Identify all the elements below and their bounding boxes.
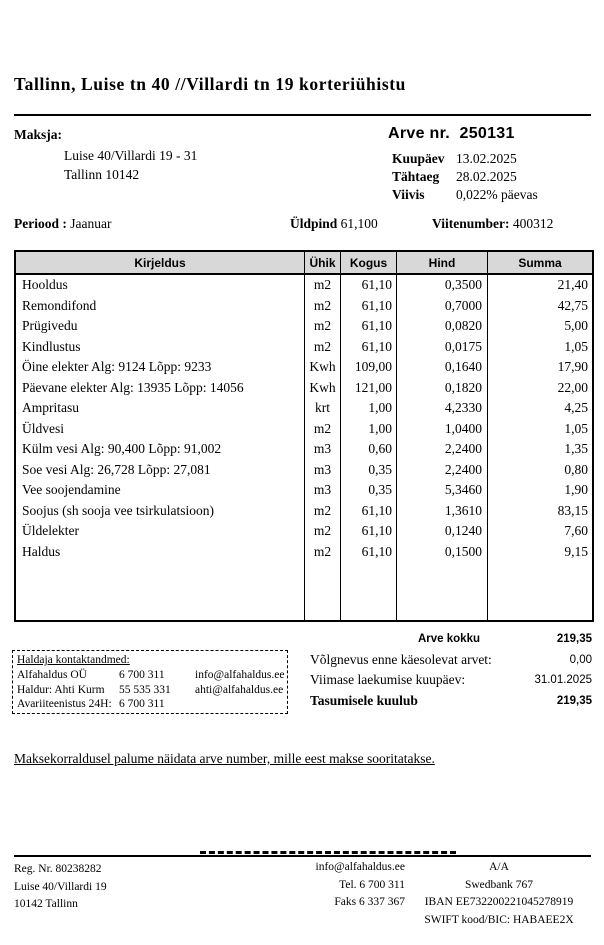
footer-bank-line: Swedbank 767 [464, 878, 534, 891]
invoice-number: 250131 [459, 125, 515, 142]
table-cell: m3 [313, 441, 332, 456]
table-body [16, 275, 592, 620]
invoice-meta-label: Kuupäev [392, 151, 445, 166]
invoice-number-heading [388, 125, 515, 143]
table-cell: 1,3610 [444, 502, 482, 518]
table-cell: m2 [313, 523, 332, 538]
footer-bank-line: IBAN EE732200221045278919 [424, 896, 574, 908]
contact-box-title: Haldaja kontaktandmed: [17, 654, 130, 666]
table-cell: m2 [313, 297, 332, 313]
table-cell: 22,00 [557, 379, 588, 395]
table-cell: 0,7000 [444, 297, 482, 313]
contact-phone: 6 700 311 [119, 698, 165, 710]
table-cell: m3 [313, 461, 332, 477]
contact-row [17, 697, 283, 712]
totals-section [310, 629, 592, 711]
table-cell: 61,10 [361, 502, 392, 518]
table-cell: Vee soojendamine [22, 482, 121, 497]
table-cell: Päevane elekter Alg: 13935 Lõpp: 14056 [22, 379, 244, 395]
table-cell: Prügivedu [22, 318, 78, 333]
table-cell: 0,80 [564, 461, 588, 477]
table-cell: Öine elekter Alg: 9124 Lõpp: 9233 [22, 359, 212, 374]
table-column-uhik [305, 275, 341, 620]
page-title: Tallinn, Luise tn 40 //Villardi tn 19 korteriühistu [14, 74, 407, 94]
table-cell: 0,35 [368, 461, 392, 477]
table-cell: 4,2330 [444, 400, 482, 415]
table-column-hind [397, 275, 488, 620]
contact-email: ahti@alfahaldus.ee [195, 683, 284, 696]
table-cell: Kindlustus [22, 338, 81, 354]
total-value-viimane-laekumine: 31.01.2025 [534, 674, 592, 686]
total-row-tasumisele-kuulub [310, 691, 592, 712]
table-cell: 61,10 [361, 338, 392, 354]
footer-bank-line: SWIFT kood/BIC: HABAEE2X [424, 913, 574, 926]
table-cell: 0,3500 [444, 277, 482, 292]
table-cell: 0,60 [368, 441, 392, 456]
table-cell: 0,1820 [444, 379, 482, 395]
table-cell: m2 [313, 420, 332, 436]
table-column-kirjeldus [16, 275, 305, 620]
table-cell: 121,00 [354, 379, 392, 395]
table-cell: 1,35 [564, 441, 588, 456]
table-cell: 5,3460 [444, 482, 482, 497]
contact-name: Haldur: Ahti Kurm [17, 683, 105, 696]
invoice-meta-fields [392, 150, 538, 204]
table-cell: 0,35 [368, 482, 392, 497]
table-cell: 9,15 [564, 543, 588, 559]
total-row-volgnevus [310, 650, 592, 671]
table-cell: Soe vesi Alg: 26,728 Lõpp: 27,081 [22, 461, 211, 477]
manager-contact-box [12, 650, 288, 714]
table-column-kogus [341, 275, 397, 620]
area-field [290, 216, 378, 232]
payer-label: Maksja: [14, 127, 62, 142]
table-cell: Külm vesi Alg: 90,400 Lõpp: 91,002 [22, 441, 222, 456]
period-value: Jaanuar [70, 216, 112, 231]
table-cell: 0,0820 [444, 318, 482, 333]
footer-cut-line [200, 851, 456, 854]
total-label-tasumisele-kuulub: Tasumisele kuulub [310, 692, 418, 708]
table-cell: 61,10 [361, 277, 392, 292]
table-cell: m2 [313, 338, 332, 354]
table-cell: 2,2400 [444, 441, 482, 456]
invoice-meta-label: Tähtaeg [392, 169, 440, 184]
payment-note: Maksekorraldusel palume näidata arve number, mille eest makse sooritatakse. [14, 751, 435, 766]
table-cell: 83,15 [557, 502, 588, 518]
table-cell: 1,0400 [444, 420, 482, 436]
invoice-meta-row [392, 168, 538, 186]
reference-value: 400312 [512, 216, 554, 231]
contact-phone: 6 700 311 [119, 669, 165, 681]
footer-company-info [14, 861, 107, 914]
table-cell: Remondifond [22, 297, 97, 313]
area-value: 61,100 [340, 216, 378, 231]
table-cell: 0,1640 [444, 359, 482, 374]
contact-name: Avariiteenistus 24H: [17, 698, 112, 710]
contact-row [17, 683, 283, 698]
contact-phone: 55 535 331 [119, 683, 171, 696]
area-label: Üldpind [290, 216, 338, 231]
invoice-meta-value: 28.02.2025 [456, 169, 517, 184]
table-cell: Haldus [22, 543, 61, 559]
table-cell: krt [315, 400, 330, 415]
total-row-viimane-laekumine [310, 670, 592, 691]
total-value-tasumisele-kuulub: 219,35 [556, 694, 592, 707]
table-cell: Hooldus [22, 277, 68, 292]
table-cell: 0,0175 [444, 338, 482, 354]
payer-address-line: Tallinn 10142 [64, 167, 140, 182]
total-row-arve-kokku [310, 629, 592, 650]
footer-contact-info [250, 859, 405, 912]
table-cell: 0,1240 [444, 523, 482, 538]
reference-field [432, 216, 553, 232]
total-label-viimane-laekumine: Viimase laekumise kuupäev: [310, 672, 466, 687]
table-cell: 1,05 [564, 420, 588, 436]
table-cell: Soojus (sh sooja vee tsirkulatsioon) [22, 502, 214, 518]
footer-bank-info [408, 859, 590, 929]
contact-name: Alfahaldus OÜ [17, 669, 87, 681]
invoice-meta-value: 0,022% päevas [456, 187, 538, 202]
invoice-meta-value: 13.02.2025 [456, 151, 517, 166]
period-field [14, 216, 111, 232]
table-cell: 5,00 [564, 318, 588, 333]
footer-contact-line: info@alfahaldus.ee [315, 861, 405, 873]
footer-divider [14, 855, 591, 857]
invoice-number-label: Arve nr. [388, 125, 450, 142]
table-cell: 1,90 [564, 482, 588, 497]
total-value-arve-kokku: 219,35 [556, 633, 592, 645]
table-cell: Üldelekter [22, 523, 79, 538]
period-row [0, 216, 604, 234]
table-cell: 1,00 [368, 420, 392, 436]
table-cell: Ampritasu [22, 400, 79, 415]
table-cell: m2 [313, 502, 332, 518]
footer-bank-line: A/A [489, 861, 509, 873]
contact-row [17, 668, 283, 683]
column-header-ühik: Ühik [305, 252, 341, 273]
table-cell: 2,2400 [444, 461, 482, 477]
column-header-kirjeldus: Kirjeldus [16, 252, 305, 273]
table-cell: 21,40 [557, 277, 588, 292]
table-cell: 61,10 [361, 318, 392, 333]
table-cell: 1,05 [564, 338, 588, 354]
table-header-row [16, 252, 592, 275]
table-cell: 61,10 [361, 297, 392, 313]
table-cell: m2 [313, 543, 332, 559]
payer-address [64, 146, 197, 184]
invoice-meta-row [392, 186, 538, 204]
period-label: Periood : [14, 216, 67, 231]
table-cell: Kwh [309, 359, 336, 374]
table-cell: 61,10 [361, 543, 392, 559]
total-value-volgnevus: 0,00 [569, 653, 592, 666]
footer-contact-line: Tel. 6 700 311 [339, 878, 405, 891]
contact-email: info@alfahaldus.ee [195, 669, 285, 681]
contact-email [195, 697, 283, 712]
invoice-meta-label: Viivis [392, 187, 425, 202]
total-label-arve-kokku: Arve kokku [417, 633, 480, 645]
title-divider [14, 114, 591, 116]
table-cell: Kwh [309, 379, 336, 395]
table-cell: m2 [313, 277, 332, 292]
table-cell: 1,00 [368, 400, 392, 415]
invoice-meta-row [392, 150, 538, 168]
column-header-hind: Hind [397, 252, 488, 273]
table-cell: 42,75 [557, 297, 588, 313]
table-cell: 109,00 [354, 359, 392, 374]
table-cell: m2 [313, 318, 332, 333]
table-cell: Üldvesi [22, 420, 64, 436]
table-cell: 4,25 [564, 400, 588, 415]
table-cell: 61,10 [361, 523, 392, 538]
footer-company-line: 10142 Tallinn [14, 898, 78, 910]
total-label-volgnevus: Võlgnevus enne käesolevat arvet: [310, 651, 492, 667]
table-column-summa [488, 275, 592, 620]
payer-address-line: Luise 40/Villardi 19 - 31 [64, 148, 198, 163]
footer-contact-line: Faks 6 337 367 [334, 896, 405, 908]
reference-label: Viitenumber: [432, 216, 510, 231]
column-header-kogus: Kogus [341, 252, 397, 273]
table-cell: 0,1500 [444, 543, 482, 559]
table-cell: m3 [313, 482, 332, 497]
invoice-table [14, 250, 594, 622]
footer-company-line: Reg. Nr. 80238282 [14, 863, 102, 875]
footer-company-line: Luise 40/Villardi 19 [14, 880, 107, 893]
table-cell: 17,90 [557, 359, 588, 374]
column-header-summa: Summa [518, 255, 562, 270]
table-cell: 7,60 [564, 523, 588, 538]
